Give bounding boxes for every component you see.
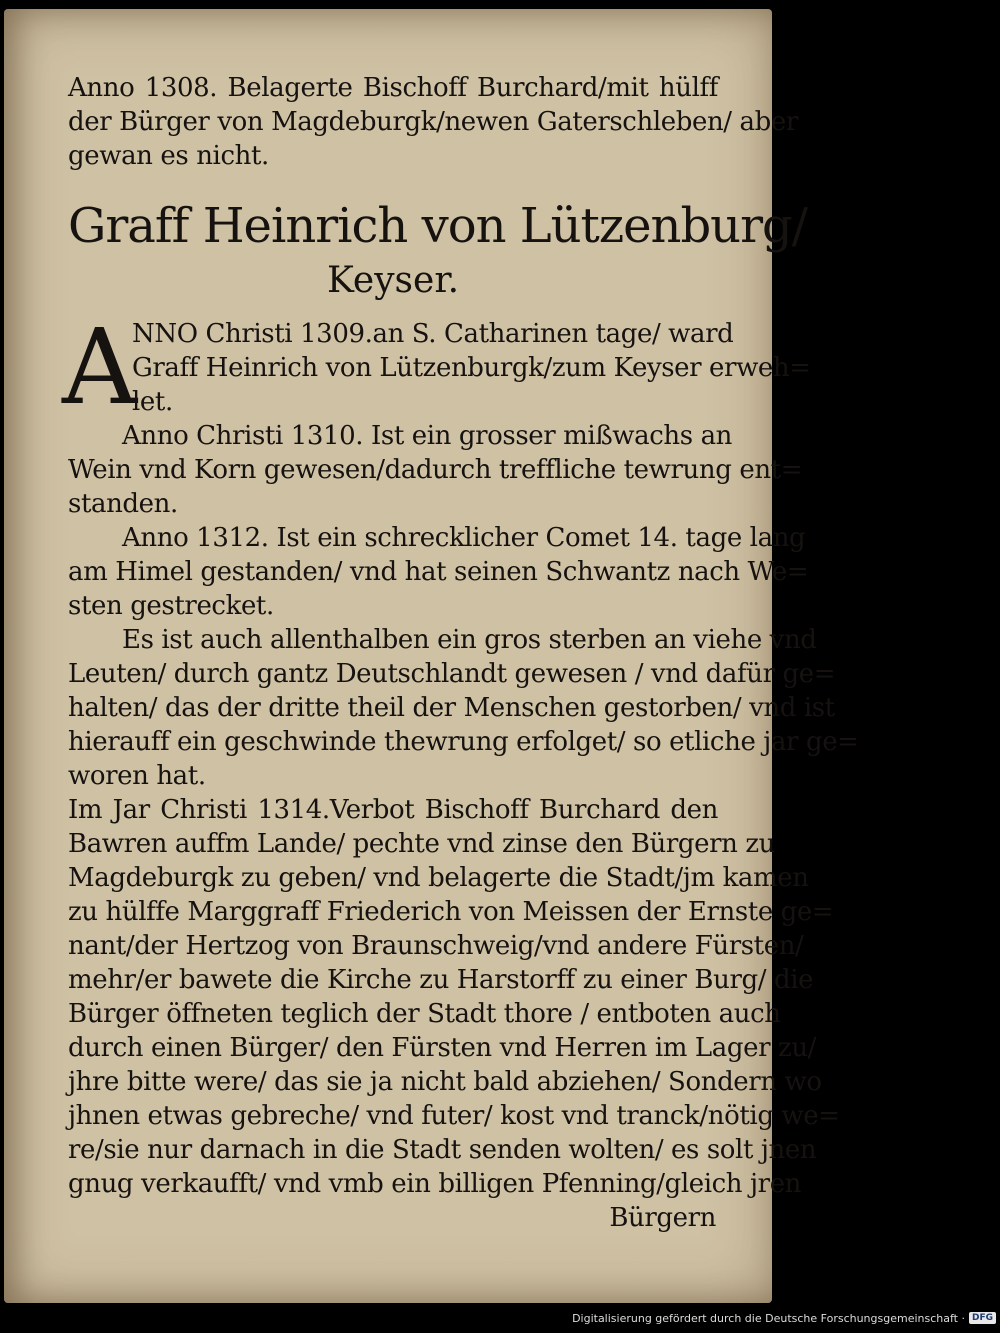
dfg-logo-icon: DFG bbox=[969, 1312, 996, 1324]
book-page bbox=[4, 9, 859, 1303]
text-line: Wein vnd Korn gewesen/dadurch treffliche tewrung ent= bbox=[68, 455, 803, 485]
text-line: mehr/er bawete die Kirche zu Harstorff zu einer Burg/ die bbox=[68, 965, 814, 995]
text-line: re/sie nur darnach in die Stadt senden wolten/ es solt jnen bbox=[68, 1135, 817, 1165]
text-line: Es ist auch allenthalben ein gros sterben an viehe vnd bbox=[122, 625, 817, 655]
text-line: jhnen etwas gebreche/ vnd futer/ kost vnd tranck/nötig we= bbox=[68, 1101, 840, 1131]
text-line: Anno 1308. Belagerte Bischoff Burchard/mit hülff bbox=[68, 73, 718, 103]
text-line: der Bürger von Magdeburgk/newen Gaterschleben/ aber bbox=[68, 107, 798, 137]
text-line: standen. bbox=[68, 489, 178, 519]
text-line: Graff Heinrich von Lützenburgk/zum Keyser erweh= bbox=[132, 353, 811, 383]
text-line: hierauff ein geschwinde thewrung erfolget/ so etliche jar ge= bbox=[68, 727, 859, 757]
text-line: jhre bitte were/ das sie ja nicht bald abziehen/ Sondern wo bbox=[68, 1067, 822, 1097]
text-line: am Himel gestanden/ vnd hat seinen Schwantz nach We= bbox=[68, 557, 809, 587]
intro-paragraph bbox=[68, 71, 798, 173]
text-line: Im Jar Christi 1314.Verbot Bischoff Burchard den bbox=[68, 795, 718, 825]
text-line: Magdeburgk zu geben/ vnd belagerte die Stadt/jm kamen bbox=[68, 863, 809, 893]
footer-credit: Digitalisierung gefördert durch die Deutsche Forschungsgemeinschaft · bbox=[572, 1311, 965, 1325]
paragraph-1312 bbox=[68, 521, 809, 623]
text-line: halten/ das der dritte theil der Menschen gestorben/ vnd ist bbox=[68, 693, 835, 723]
text-line: woren hat. bbox=[68, 761, 206, 791]
text-line: Anno Christi 1310. Ist ein grosser mißwachs an bbox=[122, 421, 733, 451]
section-title: Graff Heinrich von Lützenburg/ bbox=[68, 198, 807, 254]
text-line: let. bbox=[132, 387, 173, 417]
paragraph-1314 bbox=[68, 793, 840, 1201]
text-line: sten gestrecket. bbox=[68, 591, 274, 621]
paragraph-plague bbox=[68, 623, 859, 793]
text-line: Bawren auffm Lande/ pechte vnd zinse den Bürgern zu bbox=[68, 829, 776, 859]
text-line: Anno 1312. Ist ein schrecklicher Comet 14. tage lang bbox=[122, 523, 806, 553]
page-text bbox=[62, 71, 859, 1235]
catchword: Bürgern bbox=[609, 1203, 716, 1233]
drop-cap-initial: A bbox=[62, 306, 138, 428]
text-line: gewan es nicht. bbox=[68, 141, 269, 171]
text-line: zu hülffe Marggraff Friederich von Meissen der Ernste ge= bbox=[68, 897, 834, 927]
paragraph-1310 bbox=[68, 419, 803, 521]
text-line: nant/der Hertzog von Braunschweig/vnd andere Fürsten/ bbox=[68, 931, 804, 961]
section-subtitle: Keyser. bbox=[326, 260, 460, 301]
text-line: durch einen Bürger/ den Fürsten vnd Herren im Lager zu/ bbox=[68, 1033, 817, 1063]
text-line: Leuten/ durch gantz Deutschlandt gewesen / vnd dafür ge= bbox=[68, 659, 836, 689]
text-line: Bürger öffneten teglich der Stadt thore / entboten auch bbox=[68, 999, 781, 1029]
digitization-footer bbox=[572, 1307, 996, 1329]
text-line: gnug verkaufft/ vnd vmb ein billigen Pfenning/gleich jren bbox=[68, 1169, 802, 1199]
first-paragraph bbox=[62, 306, 811, 428]
text-line: NNO Christi 1309.an S. Catharinen tage/ ward bbox=[132, 319, 734, 349]
